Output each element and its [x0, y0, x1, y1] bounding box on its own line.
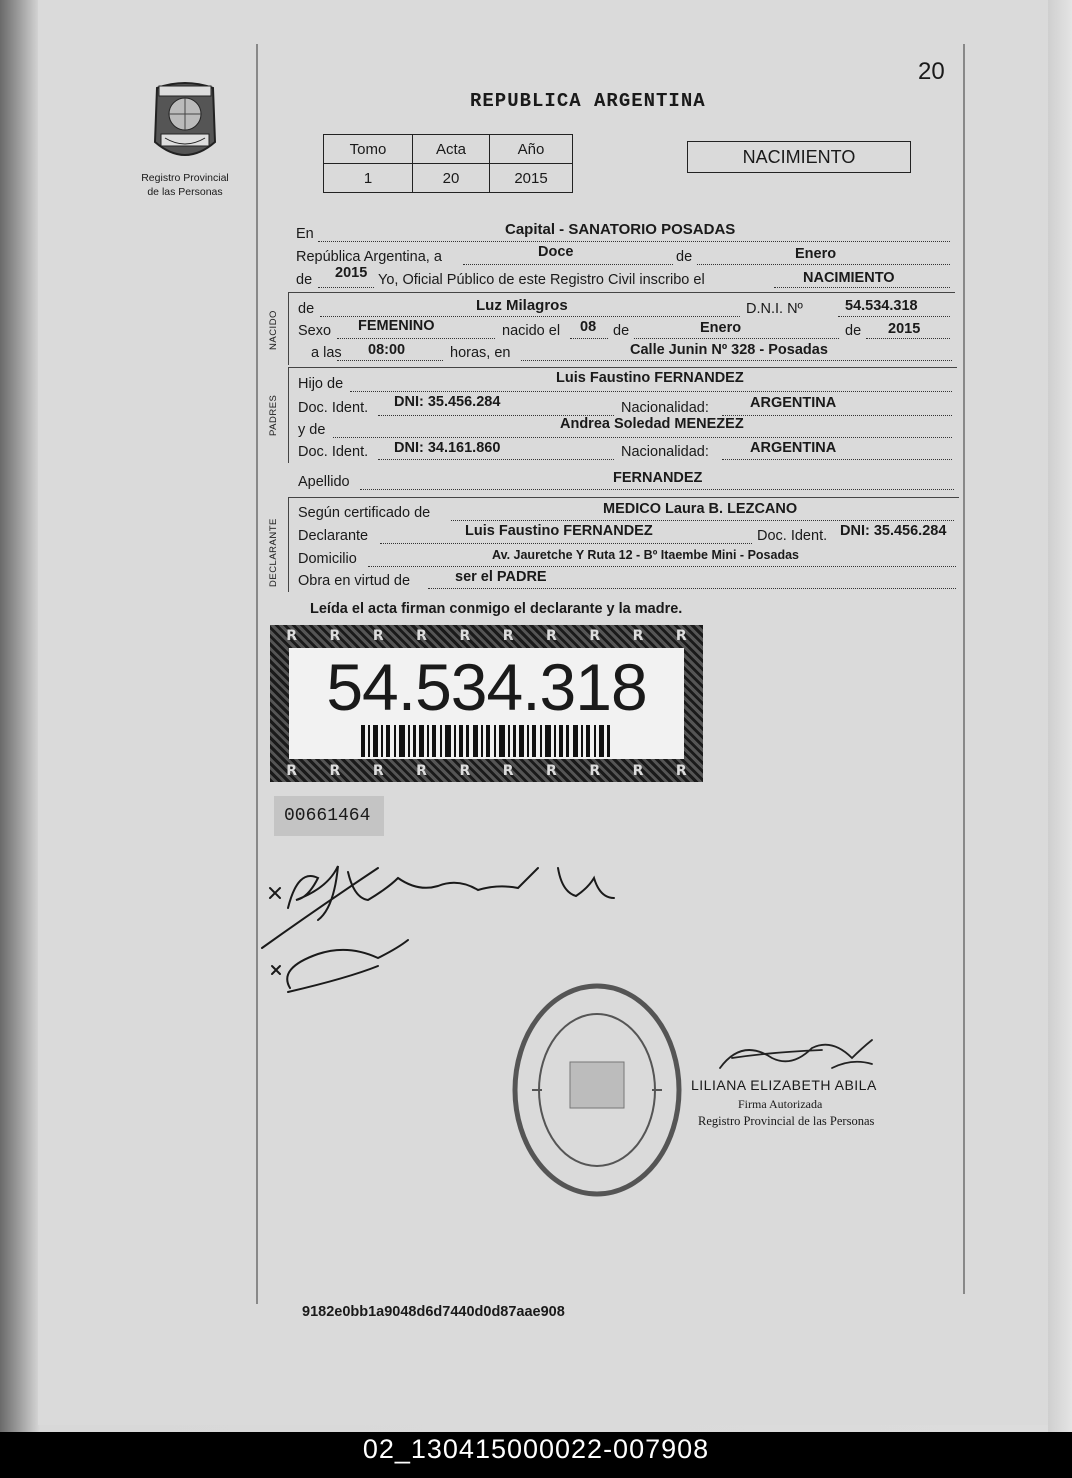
dotted-line [722, 415, 952, 416]
watermark-letter: R [459, 628, 471, 644]
dotted-line [451, 520, 954, 521]
watermark-letter: R [546, 628, 557, 644]
label-apellido: Apellido [298, 474, 350, 490]
nacionalidad-padre: ARGENTINA [750, 395, 837, 411]
watermark-letter: R [502, 763, 514, 779]
dotted-line [521, 360, 952, 361]
sexo-nacido: FEMENINO [358, 318, 435, 334]
mes-nacimiento: Enero [700, 320, 742, 336]
dotted-line [463, 264, 673, 265]
anio-inscripcion: 2015 [335, 265, 368, 281]
watermark-letter: R [502, 628, 514, 644]
hora-nacimiento: 08:00 [368, 342, 406, 358]
official-role: Firma Autorizada [738, 1097, 823, 1111]
dotted-line [866, 338, 950, 339]
dotted-line [838, 316, 950, 317]
registry-table [323, 134, 573, 193]
label-doc-declarante: Doc. Ident. [757, 528, 828, 544]
registry-table-values [324, 164, 573, 193]
watermark-row-top [270, 626, 703, 646]
nombre-padre: Luis Faustino FERNANDEZ [556, 370, 744, 386]
label-en: En [296, 226, 314, 242]
value-acta: 20 [413, 164, 490, 193]
official-seal [510, 980, 685, 1200]
lugar-nacimiento: Calle Junin Nº 328 - Posadas [630, 342, 828, 358]
label-doc-madre: Doc. Ident. [298, 444, 369, 460]
watermark-letter: R [675, 628, 687, 644]
dni-barcode-label [270, 625, 703, 782]
dotted-line [722, 459, 952, 460]
declarante-section-label: DECLARANTE [268, 518, 279, 587]
nacionalidad-madre: ARGENTINA [750, 440, 837, 456]
label-declarante: Declarante [298, 528, 369, 544]
emblem-caption-line2: de las Personas [147, 186, 223, 198]
nacido-section-label: NACIDO [268, 310, 279, 350]
acta-type-box: NACIMIENTO [687, 141, 911, 173]
dia-inscripcion: Doce [538, 244, 574, 260]
label-de-anio: de [296, 272, 313, 288]
label-nacido-el: nacido el [502, 323, 561, 339]
doc-declarante: DNI: 35.456.284 [840, 523, 947, 539]
page-edge [1048, 0, 1072, 1432]
value-tomo: 1 [324, 164, 413, 193]
province-emblem [130, 78, 240, 198]
watermark-letter: R [286, 628, 298, 644]
nombre-madre: Andrea Soledad MENEZEZ [560, 416, 744, 432]
label-a-las: a las [311, 345, 342, 361]
dotted-line [320, 316, 740, 317]
dotted-line [318, 287, 374, 288]
footer-document-id: 02_130415000022-007908 [362, 1434, 710, 1464]
watermark-letter: R [329, 763, 341, 779]
dotted-line [378, 459, 614, 460]
declarante-signature [258, 848, 628, 998]
dotted-line [350, 391, 952, 392]
page-number: 20 [918, 58, 945, 85]
padres-section-label: PADRES [268, 394, 279, 436]
label-domicilio: Domicilio [298, 551, 357, 567]
watermark-row-bottom [270, 761, 703, 781]
watermark-letter: R [416, 763, 427, 779]
official-signature [712, 1028, 882, 1083]
dotted-line [337, 338, 495, 339]
coat-of-arms-icon [139, 78, 231, 170]
dotted-line [333, 437, 952, 438]
watermark-letter: R [675, 763, 687, 779]
document-hash: 9182e0bb1a9048d6d7440d0d87aae908 [302, 1304, 565, 1320]
label-dni: D.N.I. Nº [746, 301, 803, 317]
doc-madre: DNI: 34.161.860 [394, 440, 501, 456]
nombre-declarante: Luis Faustino FERNANDEZ [465, 523, 653, 539]
serial-number: 00661464 [274, 796, 384, 836]
dotted-line [368, 566, 956, 567]
dotted-line [697, 264, 950, 265]
label-de: de [676, 249, 693, 265]
barcode-number: 54.534.318 [326, 650, 647, 724]
official-name: LILIANA ELIZABETH ABILA [691, 1077, 877, 1093]
label-sexo: Sexo [298, 323, 332, 339]
official-organization: Registro Provincial de las Personas [698, 1114, 875, 1128]
form-left-border [256, 44, 258, 1304]
watermark-letter: R [589, 628, 601, 644]
form-right-border [963, 44, 965, 1294]
dotted-line [428, 588, 956, 589]
value-anio: 2015 [490, 164, 573, 193]
mes-inscripcion: Enero [795, 246, 837, 262]
dotted-line [360, 489, 954, 490]
label-de-mes: de [613, 323, 630, 339]
emblem-caption-line1: Registro Provincial [141, 172, 229, 184]
watermark-letter: R [632, 628, 644, 644]
watermark-letter: R [459, 763, 471, 779]
acto-inscripto: NACIMIENTO [803, 270, 895, 286]
dotted-line [634, 338, 839, 339]
watermark-letter: R [546, 763, 557, 779]
label-de-anio-nac: de [845, 323, 862, 339]
lugar-inscripcion: Capital - SANATORIO POSADAS [505, 221, 736, 238]
watermark-letter: R [286, 763, 298, 779]
label-nacionalidad-padre: Nacionalidad: [621, 400, 709, 416]
label-nacionalidad-madre: Nacionalidad: [621, 444, 709, 460]
dotted-line [318, 241, 950, 242]
document-title: REPUBLICA ARGENTINA [470, 90, 706, 112]
watermark-letter: R [372, 628, 384, 644]
label-republica: República Argentina, a [296, 249, 442, 265]
watermark-letter: R [329, 628, 341, 644]
dotted-line [774, 287, 950, 288]
watermark-letter: R [632, 763, 644, 779]
label-hijo-de: Hijo de [298, 376, 344, 392]
anio-nacimiento: 2015 [888, 321, 921, 337]
header-anio: Año [490, 135, 573, 164]
doc-padre: DNI: 35.456.284 [394, 394, 501, 410]
domicilio-declarante: Av. Jauretche Y Ruta 12 - Bº Itaembe Mini - Posadas [492, 548, 799, 562]
watermark-letter: R [416, 628, 427, 644]
apellido-value: FERNANDEZ [613, 470, 703, 486]
oficial-text: Yo, Oficial Público de este Registro Civil inscribo el [378, 272, 705, 288]
header-tomo: Tomo [324, 135, 413, 164]
barcode-icon [361, 725, 611, 757]
dia-nacimiento: 08 [580, 319, 597, 335]
obra-declarante: ser el PADRE [455, 569, 547, 585]
registry-table-header [324, 135, 573, 164]
barcode-panel [289, 648, 684, 759]
watermark-letter: R [372, 763, 384, 779]
dotted-line [570, 338, 608, 339]
label-de-nombre: de [298, 301, 315, 317]
label-doc-padre: Doc. Ident. [298, 400, 369, 416]
label-obra: Obra en virtud de [298, 573, 411, 589]
dni-nacido: 54.534.318 [845, 298, 918, 314]
closing-statement: Leída el acta firman conmigo el declarante y la madre. [310, 601, 683, 617]
label-certificado: Según certificado de [298, 505, 431, 521]
label-horas-en: horas, en [450, 345, 511, 361]
header-acta: Acta [413, 135, 490, 164]
label-y-de: y de [298, 422, 326, 438]
nombre-nacido: Luz Milagros [476, 297, 568, 314]
watermark-letter: R [589, 763, 601, 779]
certificado-medico: MEDICO Laura B. LEZCANO [603, 501, 798, 517]
dotted-line [337, 360, 443, 361]
dotted-line [380, 543, 752, 544]
